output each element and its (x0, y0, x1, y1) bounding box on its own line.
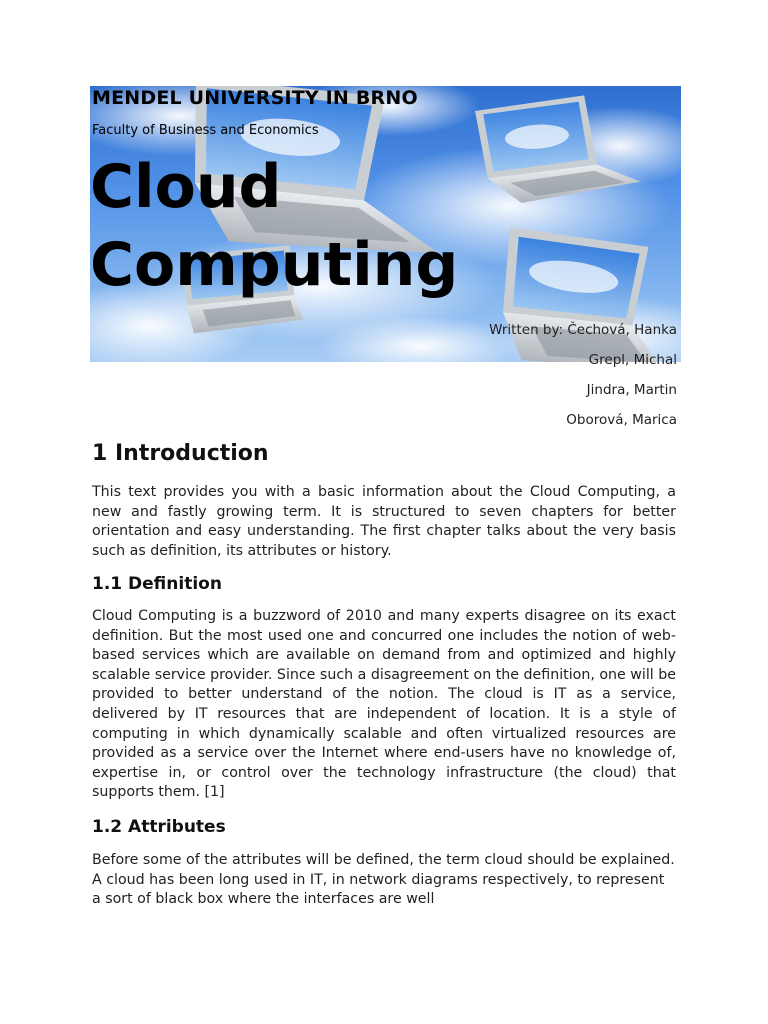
paragraph-definition: Cloud Computing is a buzzword of 2010 and many experts disagree on its exact definition. But the most used one and concurred one includes the notion of web-based services which are available on demand from and optimized and highly scalable service provider. Since such a disagreement on the definition, one will be provided to better understand of the notion. The cloud is IT as a service, delivered by IT resources that are independent of location. It is a style of computing in which dynamically scalable and often virtualized resources are provided as a service over the Internet where end-users have no knowledge of, expertise in, or control over the technology infrastructure (the cloud) that supports them. [1] (92, 608, 676, 801)
heading-attributes: 1.2 Attributes (92, 817, 226, 837)
paragraph-introduction: This text provides you with a basic information about the Cloud Computing, a new and fastly growing term. It is structured to seven chapters for better orientation and easy understanding. The first chapter talks about the very basis such as definition, its attributes or history. (92, 484, 676, 559)
authors-list (489, 320, 677, 440)
paragraph-attributes: Before some of the attributes will be defined, the term cloud should be explained. A cloud has been long used in IT, in network diagrams respectively, to represent a sort of black box where the interfaces are well (92, 852, 675, 908)
author-line: Oborová, Marica (566, 412, 677, 428)
title-line-2: Computing (90, 230, 459, 300)
heading-definition: 1.1 Definition (92, 574, 222, 594)
author-line: Jindra, Martin (586, 382, 677, 398)
document-title (90, 148, 458, 304)
university-name: MENDEL UNIVERSITY IN BRNO (92, 87, 418, 109)
faculty-name: Faculty of Business and Economics (92, 123, 319, 138)
heading-introduction: 1 Introduction (92, 441, 269, 466)
author-line: Written by: Čechová, Hanka (489, 322, 677, 338)
author-line: Grepl, Michal (588, 352, 677, 368)
title-line-1: Cloud (90, 152, 282, 222)
